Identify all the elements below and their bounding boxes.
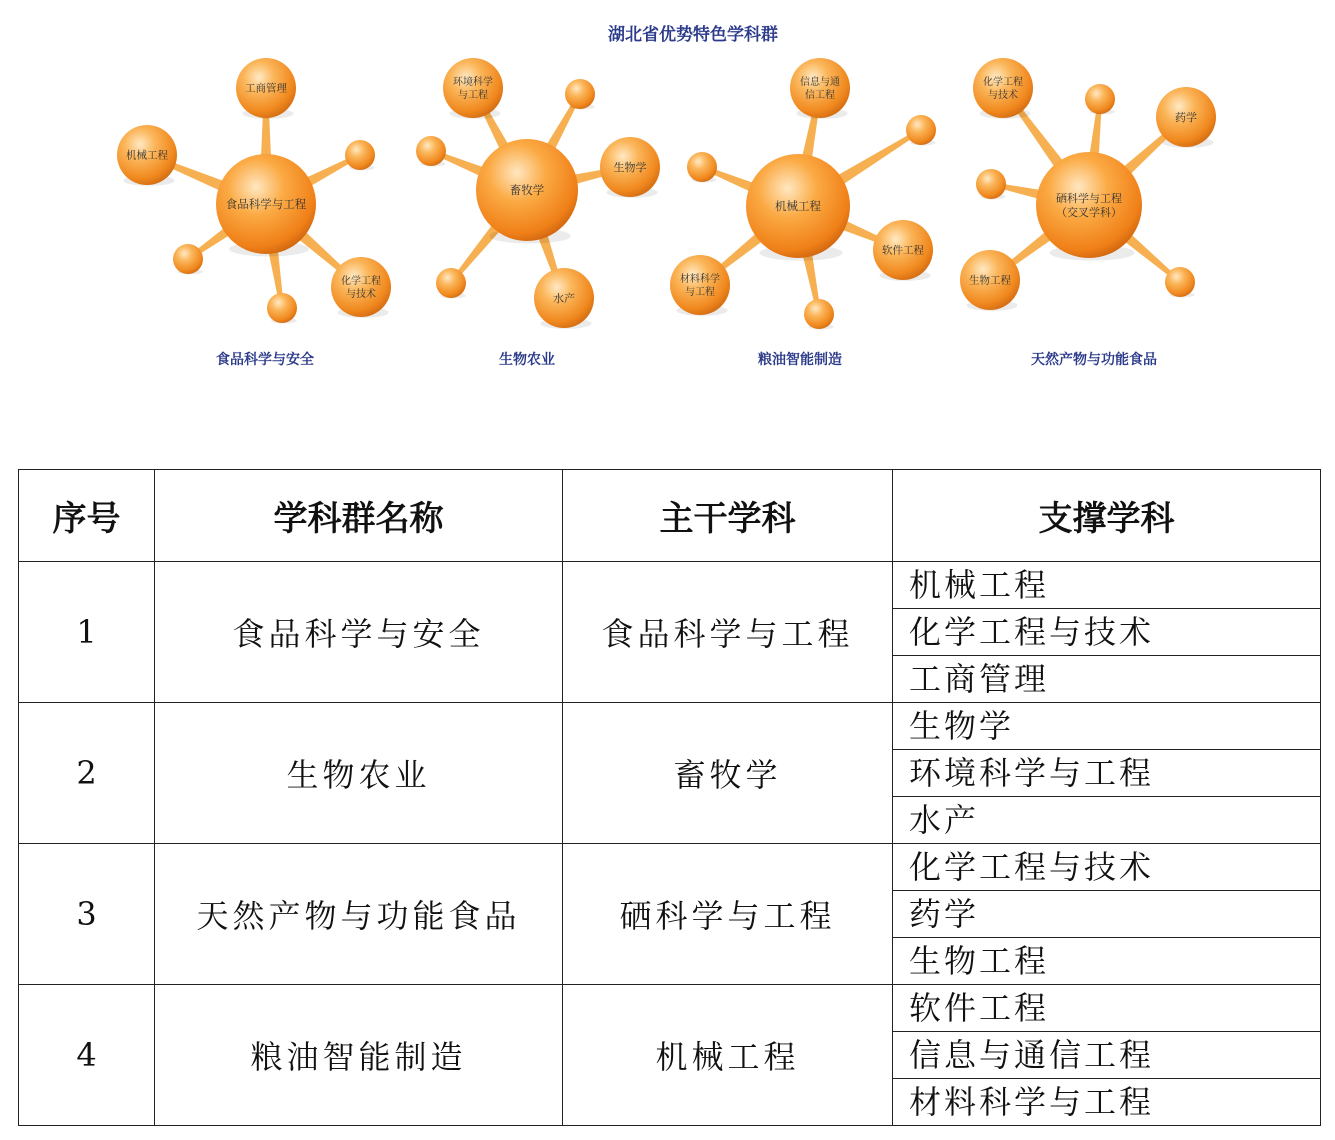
discipline-cluster-diagram (0, 0, 1335, 420)
row-index: 4 (19, 985, 155, 1126)
empty-satellite-bubble (906, 115, 936, 145)
center-label: （交叉学科） (1056, 205, 1122, 219)
header-support-discipline: 支撑学科 (893, 470, 1321, 562)
satellite-label: 生物工程 (969, 274, 1011, 287)
satellite-label: 与技术 (346, 289, 376, 300)
row-index: 3 (19, 844, 155, 985)
empty-satellite-bubble (1085, 84, 1115, 114)
empty-satellite-bubble (1165, 267, 1195, 297)
satellite-label: 化学工程 (983, 77, 1023, 88)
cluster-caption: 食品科学与安全 (216, 352, 314, 368)
satellite-label: 机械工程 (126, 149, 168, 162)
row-index: 1 (19, 562, 155, 703)
satellite-label: 与工程 (458, 90, 488, 101)
satellite-label: 信工程 (805, 90, 835, 101)
support-discipline-cell: 化学工程与技术 (893, 844, 1321, 891)
row-index: 2 (19, 703, 155, 844)
satellite-bubble (973, 58, 1033, 118)
support-discipline-cell: 材料科学与工程 (893, 1079, 1321, 1126)
main-discipline-cell: 畜牧学 (563, 703, 893, 844)
support-discipline-cell: 生物学 (893, 703, 1321, 750)
table-row (19, 985, 1321, 1032)
support-discipline-cell: 水产 (893, 797, 1321, 844)
center-label: 硒科学与工程 (1056, 191, 1122, 205)
table-header (19, 470, 1321, 562)
empty-satellite-bubble (416, 136, 446, 166)
satellite-bubble (790, 58, 850, 118)
empty-satellite-bubble (436, 268, 466, 298)
support-discipline-cell: 软件工程 (893, 985, 1321, 1032)
cluster-name-cell: 天然产物与功能食品 (155, 844, 563, 985)
empty-satellite-bubble (976, 169, 1006, 199)
cluster-caption: 天然产物与功能食品 (1031, 352, 1157, 368)
main-discipline-cell: 硒科学与工程 (563, 844, 893, 985)
empty-satellite-bubble (345, 140, 375, 170)
satellite-label: 材料科学 (680, 274, 720, 285)
main-discipline-cell: 机械工程 (563, 985, 893, 1126)
satellite-bubble (670, 255, 730, 315)
header-main-discipline: 主干学科 (563, 470, 893, 562)
support-discipline-cell: 工商管理 (893, 656, 1321, 703)
satellite-label: 与工程 (685, 287, 715, 298)
table-row (19, 844, 1321, 891)
table-row (19, 703, 1321, 750)
empty-satellite-bubble (173, 244, 203, 274)
support-discipline-cell: 化学工程与技术 (893, 609, 1321, 656)
center-label: 畜牧学 (509, 183, 545, 197)
satellite-label: 工商管理 (245, 82, 287, 95)
cluster-group (117, 58, 391, 368)
support-discipline-cell: 生物工程 (893, 938, 1321, 985)
table-body (19, 562, 1321, 1126)
empty-satellite-bubble (267, 293, 297, 323)
cluster-group (416, 58, 660, 368)
support-discipline-cell: 药学 (893, 891, 1321, 938)
satellite-label: 与技术 (988, 90, 1018, 101)
discipline-table (18, 469, 1321, 1126)
satellite-label: 化学工程 (341, 276, 381, 287)
cluster-caption: 生物农业 (499, 352, 555, 368)
cluster-group (960, 58, 1216, 368)
support-discipline-cell: 信息与通信工程 (893, 1032, 1321, 1079)
empty-satellite-bubble (565, 79, 595, 109)
satellite-label: 水产 (553, 291, 575, 305)
header-index: 序号 (19, 470, 155, 562)
empty-satellite-bubble (687, 152, 717, 182)
main-discipline-cell: 食品科学与工程 (563, 562, 893, 703)
header-cluster-name: 学科群名称 (155, 470, 563, 562)
diagram-groups (117, 58, 1216, 368)
cluster-name-cell: 生物农业 (155, 703, 563, 844)
cluster-group (670, 58, 936, 368)
center-label: 机械工程 (775, 199, 821, 213)
table-row (19, 562, 1321, 609)
satellite-bubble (443, 58, 503, 118)
cluster-name-cell: 粮油智能制造 (155, 985, 563, 1126)
satellite-label: 药学 (1175, 110, 1197, 124)
empty-satellite-bubble (804, 299, 834, 329)
diagram-title: 湖北省优势特色学科群 (608, 25, 778, 45)
satellite-label: 软件工程 (882, 244, 924, 257)
diagram-canvas (0, 0, 1335, 420)
table-header-row (19, 470, 1321, 562)
cluster-name-cell: 食品科学与安全 (155, 562, 563, 703)
satellite-label: 生物学 (613, 160, 647, 174)
satellite-label: 环境科学 (453, 77, 493, 88)
support-discipline-cell: 机械工程 (893, 562, 1321, 609)
satellite-bubble (331, 257, 391, 317)
cluster-caption: 粮油智能制造 (758, 352, 842, 368)
support-discipline-cell: 环境科学与工程 (893, 750, 1321, 797)
center-label: 食品科学与工程 (225, 197, 307, 211)
satellite-label: 信息与通 (800, 77, 840, 88)
